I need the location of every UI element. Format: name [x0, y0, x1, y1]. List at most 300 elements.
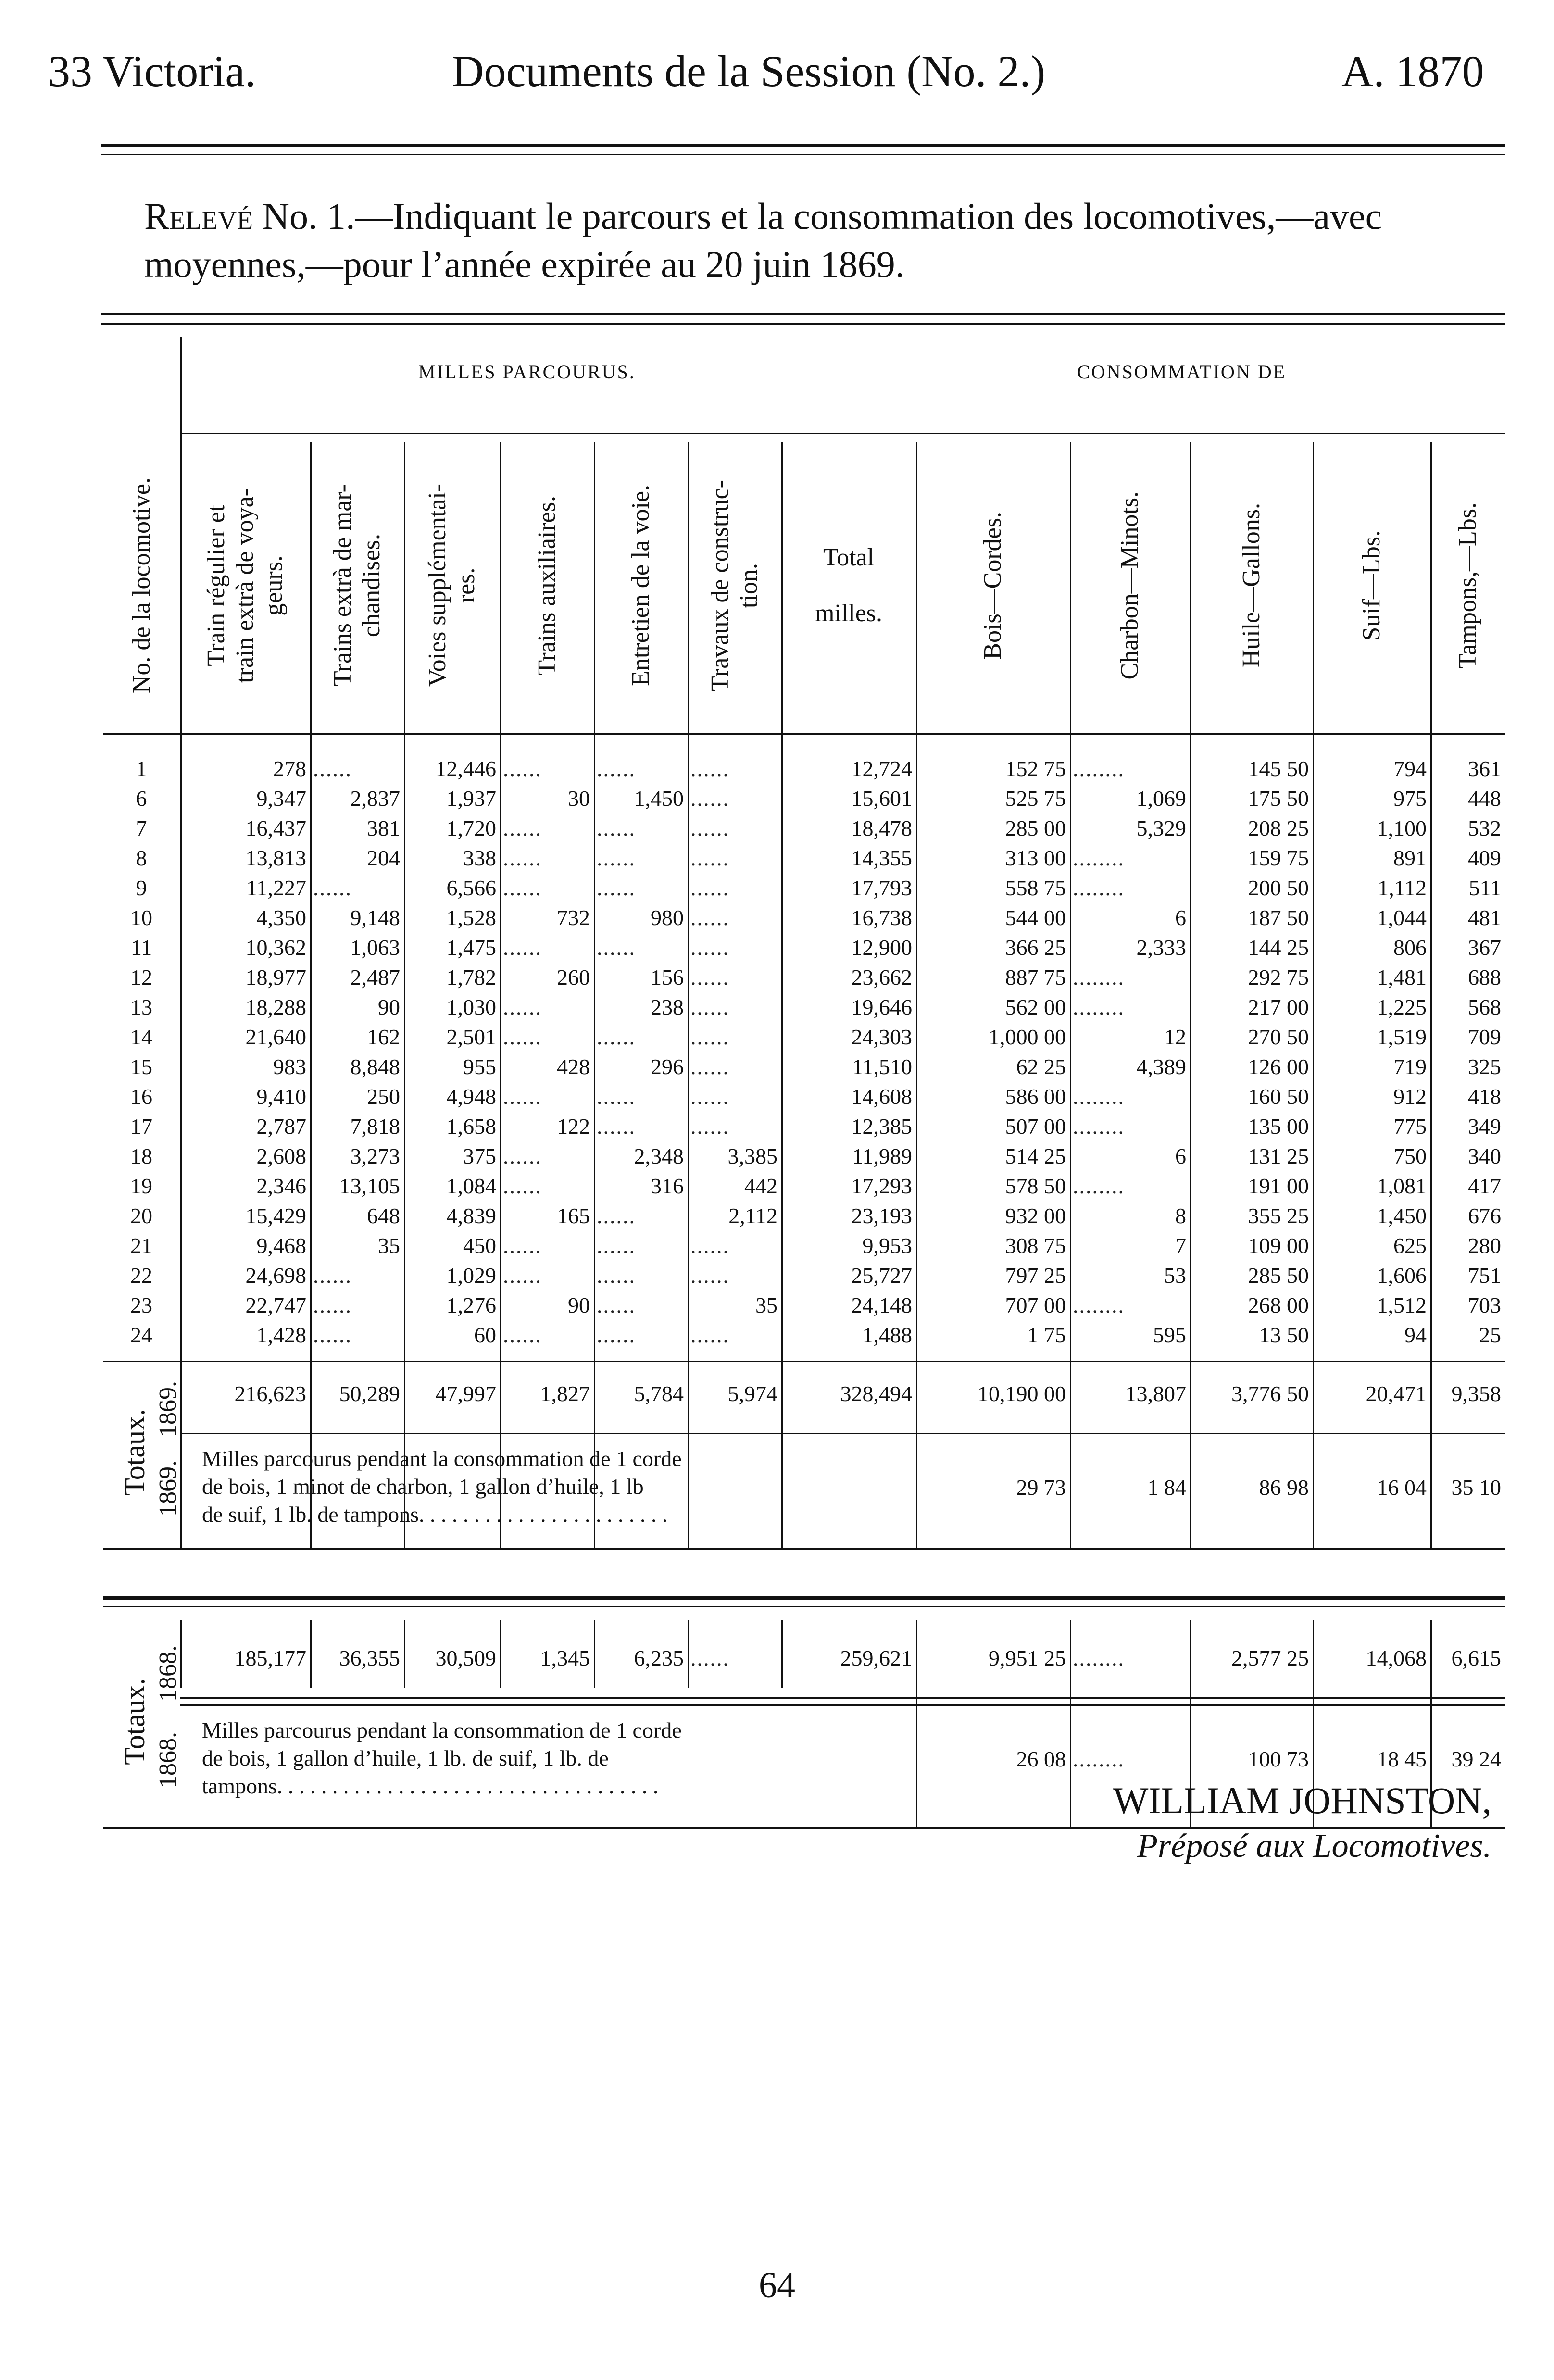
cell-ent: 1,450: [634, 786, 684, 811]
cell-total: 14,608: [851, 1084, 912, 1109]
cell-ent: 156: [651, 965, 684, 990]
cell-reg: 24,698: [245, 1263, 306, 1288]
cell-bois: 514 25: [1005, 1144, 1066, 1168]
cell-tampons: 409: [1468, 846, 1501, 870]
block-1869-bottom-rule: [103, 1548, 1505, 1550]
page-number: 64: [759, 2265, 795, 2305]
cell-trav: ......: [690, 995, 729, 1019]
cell-charbon: 1,069: [1136, 786, 1186, 811]
cell-ent: 980: [651, 905, 684, 930]
cell-trav: ......: [690, 935, 729, 960]
cell-no: 1: [136, 756, 147, 781]
totals-1869-rule: [180, 1433, 1505, 1434]
cell-aux: ......: [503, 1025, 542, 1049]
cell-voies: 60: [474, 1323, 496, 1347]
total-1869-suif: 20,471: [1366, 1381, 1427, 1406]
moyenne-1869-tampons: 35 10: [1451, 1475, 1501, 1500]
cell-bois: 525 75: [1005, 786, 1066, 811]
cell-ent: 296: [651, 1054, 684, 1079]
section-milles-parcourus: MILLES PARCOURUS.: [418, 361, 636, 383]
column-header-no-text: No. de la locomotive.: [128, 477, 155, 694]
cell-total: 24,303: [851, 1025, 912, 1049]
column-divider-1868: [594, 1620, 595, 1688]
cell-extra: 648: [367, 1203, 400, 1228]
column-header-ent-text: Entretien de la voie.: [627, 485, 654, 686]
cell-suif: 1,100: [1377, 816, 1427, 840]
cell-voies: 1,658: [446, 1114, 496, 1139]
column-header-reg: [180, 447, 310, 724]
cell-total: 12,724: [851, 756, 912, 781]
signature-title: Préposé aux Locomotives.: [1137, 1828, 1491, 1865]
cell-charbon: ........: [1073, 1174, 1125, 1198]
total-1868-voies: 30,509: [435, 1646, 496, 1670]
cell-voies: 1,276: [446, 1293, 496, 1317]
cell-charbon: ........: [1073, 876, 1125, 900]
cell-aux: ......: [503, 1263, 542, 1288]
cell-aux: ......: [503, 1084, 542, 1109]
total-1868-aux: 1,345: [540, 1646, 590, 1670]
cell-no: 10: [130, 905, 152, 930]
cell-bois: 558 75: [1005, 876, 1066, 900]
column-header-aux-text: Trains auxiliaires.: [533, 495, 561, 676]
cell-ent: ......: [597, 1114, 636, 1139]
column-divider-1868: [404, 1620, 405, 1688]
year-1869-moyennes: [151, 1450, 185, 1527]
cell-no: 15: [130, 1054, 152, 1079]
cell-aux: 165: [557, 1203, 590, 1228]
cell-tampons: 751: [1468, 1263, 1501, 1288]
total-1868-charbon: ........: [1073, 1646, 1125, 1670]
cell-tampons: 448: [1468, 786, 1501, 811]
cell-huile: 268 00: [1248, 1293, 1309, 1317]
running-header-center: Documents de la Session (No. 2.): [452, 47, 1046, 96]
cell-huile: 135 00: [1248, 1114, 1309, 1139]
cell-total: 9,953: [862, 1233, 912, 1258]
cell-total: 19,646: [851, 995, 912, 1019]
total-1869-bois: 10,190 00: [978, 1381, 1066, 1406]
cell-tampons: 340: [1468, 1144, 1501, 1168]
cell-charbon: 7: [1175, 1233, 1186, 1258]
cell-voies: 12,446: [435, 756, 496, 781]
cell-no: 23: [130, 1293, 152, 1317]
cell-bois: 544 00: [1005, 905, 1066, 930]
header-bottom-rule: [103, 733, 1505, 735]
cell-total: 17,293: [851, 1174, 912, 1198]
total-1869-ent: 5,784: [634, 1381, 684, 1406]
cell-charbon: ........: [1073, 995, 1125, 1019]
cell-voies: 1,937: [446, 786, 496, 811]
cell-trav: ......: [690, 1233, 729, 1258]
cell-voies: 1,720: [446, 816, 496, 840]
total-1869-huile: 3,776 50: [1231, 1381, 1309, 1406]
body-bottom-rule: [103, 1361, 1505, 1362]
cell-ent: 2,348: [634, 1144, 684, 1168]
header-rule-thin: [101, 154, 1505, 155]
cell-ent: ......: [597, 1233, 636, 1258]
cell-reg: 18,977: [245, 965, 306, 990]
total-1869-total: 328,494: [840, 1381, 912, 1406]
cell-tampons: 361: [1468, 756, 1501, 781]
cell-reg: 13,813: [245, 846, 306, 870]
cell-total: 17,793: [851, 876, 912, 900]
year-1869-moyennes-text: 1869.: [154, 1460, 182, 1516]
cell-extra: 90: [378, 995, 400, 1019]
cell-bois: 308 75: [1005, 1233, 1066, 1258]
total-1869-trav: 5,974: [727, 1381, 777, 1406]
cell-no: 14: [130, 1025, 152, 1049]
cell-tampons: 532: [1468, 816, 1501, 840]
cell-bois: 152 75: [1005, 756, 1066, 781]
column-header-total: [781, 447, 916, 724]
cell-trav: ......: [690, 816, 729, 840]
cell-charbon: 6: [1175, 1144, 1186, 1168]
cell-aux: 732: [557, 905, 590, 930]
cell-bois: 586 00: [1005, 1084, 1066, 1109]
title-text: No. 1.—Indiquant le parcours et la consommation des locomotives,—avec moyennes,—pour l’année expirée au 20 juin 1869.: [144, 195, 1382, 285]
cell-trav: 3,385: [727, 1144, 777, 1168]
cell-huile: 109 00: [1248, 1233, 1309, 1258]
cell-suif: 1,512: [1377, 1293, 1427, 1317]
cell-extra: 9,148: [350, 905, 400, 930]
moyenne-1869-charbon: 1 84: [1147, 1475, 1186, 1500]
separator-rule-thin: [103, 1606, 1505, 1607]
cell-tampons: 568: [1468, 995, 1501, 1019]
table-top-rule-thin: [101, 323, 1505, 325]
cell-extra: 8,848: [350, 1054, 400, 1079]
cell-extra: ......: [313, 1323, 352, 1347]
cell-aux: ......: [503, 935, 542, 960]
moyenne-1869-huile: 86 98: [1259, 1475, 1309, 1500]
total-1869-reg: 216,623: [234, 1381, 306, 1406]
column-divider-1868: [310, 1620, 312, 1688]
column-divider-1868: [1070, 1620, 1071, 1827]
cell-reg: 2,787: [256, 1114, 306, 1139]
cell-reg: 16,437: [245, 816, 306, 840]
cell-charbon: 2,333: [1136, 935, 1186, 960]
cell-reg: 983: [273, 1054, 306, 1079]
cell-extra: 204: [367, 846, 400, 870]
cell-reg: 9,468: [256, 1233, 306, 1258]
cell-trav: ......: [690, 1114, 729, 1139]
column-header-charbon-text: Charbon—Minots.: [1116, 491, 1143, 680]
cell-total: 24,148: [851, 1293, 912, 1317]
total-1868-huile: 2,577 25: [1231, 1646, 1309, 1670]
cell-aux: 30: [568, 786, 590, 811]
totals-1868-rule-2: [180, 1704, 1505, 1706]
cell-bois: 1 75: [1027, 1323, 1066, 1347]
cell-voies: 1,528: [446, 905, 496, 930]
cell-charbon: ........: [1073, 965, 1125, 990]
cell-voies: 2,501: [446, 1025, 496, 1049]
cell-reg: 2,608: [256, 1144, 306, 1168]
cell-ent: ......: [597, 1025, 636, 1049]
total-1869-charbon: 13,807: [1125, 1381, 1186, 1406]
cell-aux: ......: [503, 756, 542, 781]
cell-tampons: 481: [1468, 905, 1501, 930]
cell-trav: ......: [690, 786, 729, 811]
cell-ent: ......: [597, 1293, 636, 1317]
cell-no: 12: [130, 965, 152, 990]
cell-huile: 126 00: [1248, 1054, 1309, 1079]
moyenne-1868-huile: 100 73: [1248, 1747, 1309, 1771]
cell-bois: 562 00: [1005, 995, 1066, 1019]
year-1869-totals: [151, 1375, 185, 1442]
cell-total: 12,385: [851, 1114, 912, 1139]
moyenne-1868-bois: 26 08: [1016, 1747, 1066, 1771]
running-header-left: 33 Victoria.: [48, 47, 256, 96]
header-subrule: [180, 433, 1505, 434]
column-header-extra: [310, 447, 404, 724]
cell-total: 25,727: [851, 1263, 912, 1288]
total-1869-voies: 47,997: [435, 1381, 496, 1406]
cell-total: 15,601: [851, 786, 912, 811]
column-header-bois-text: Bois—Cordes.: [979, 511, 1006, 660]
cell-total: 11,989: [852, 1144, 912, 1168]
cell-huile: 187 50: [1248, 905, 1309, 930]
total-1868-reg: 185,177: [234, 1646, 306, 1670]
cell-trav: 442: [744, 1174, 777, 1198]
total-1868-extra: 36,355: [339, 1646, 400, 1670]
cell-voies: 1,475: [446, 935, 496, 960]
cell-no: 8: [136, 846, 147, 870]
cell-total: 23,193: [851, 1203, 912, 1228]
cell-charbon: ........: [1073, 1293, 1125, 1317]
cell-charbon: 5,329: [1136, 816, 1186, 840]
title-smallcaps: Relevé: [144, 195, 253, 237]
year-1869-totals-text: 1869.: [154, 1380, 182, 1437]
cell-reg: 22,747: [245, 1293, 306, 1317]
cell-aux: 260: [557, 965, 590, 990]
running-header-right: A. 1870: [1341, 47, 1484, 96]
cell-aux: 428: [557, 1054, 590, 1079]
cell-aux: ......: [503, 1323, 542, 1347]
cell-trav: 35: [755, 1293, 777, 1317]
column-header-charbon: [1070, 447, 1190, 724]
cell-charbon: 6: [1175, 905, 1186, 930]
cell-trav: ......: [690, 1025, 729, 1049]
totaux-1869-label: Totaux.: [119, 1408, 150, 1496]
cell-ent: ......: [597, 1203, 636, 1228]
column-header-trav-text: Travaux de construc- tion.: [706, 479, 763, 691]
moyenne-1868-charbon: ........: [1073, 1747, 1125, 1771]
cell-no: 17: [130, 1114, 152, 1139]
cell-suif: 1,044: [1377, 905, 1427, 930]
cell-bois: 887 75: [1005, 965, 1066, 990]
cell-huile: 270 50: [1248, 1025, 1309, 1049]
cell-voies: 375: [463, 1144, 496, 1168]
cell-suif: 891: [1393, 846, 1427, 870]
cell-huile: 145 50: [1248, 756, 1309, 781]
column-header-total-text: Total milles.: [815, 543, 883, 627]
cell-total: 1,488: [862, 1323, 912, 1347]
cell-bois: 1,000 00: [989, 1025, 1066, 1049]
cell-charbon: 53: [1164, 1263, 1186, 1288]
cell-aux: ......: [503, 1174, 542, 1198]
column-header-tampons-text: Tampons,—Lbs.: [1454, 502, 1481, 669]
cell-huile: 355 25: [1248, 1203, 1309, 1228]
cell-charbon: ........: [1073, 1114, 1125, 1139]
cell-extra: 35: [378, 1233, 400, 1258]
cell-suif: 1,450: [1377, 1203, 1427, 1228]
cell-bois: 62 25: [1016, 1054, 1066, 1079]
year-1868-totals: [151, 1640, 185, 1707]
cell-bois: 797 25: [1005, 1263, 1066, 1288]
cell-no: 20: [130, 1203, 152, 1228]
cell-voies: 1,029: [446, 1263, 496, 1288]
cell-ent: ......: [597, 816, 636, 840]
cell-suif: 975: [1393, 786, 1427, 811]
cell-extra: 381: [367, 816, 400, 840]
cell-aux: 122: [557, 1114, 590, 1139]
cell-ent: 238: [651, 995, 684, 1019]
column-header-voies: [404, 447, 500, 724]
cell-charbon: 8: [1175, 1203, 1186, 1228]
column-header-extra-text: Trains extrà de mar- chandises.: [328, 484, 385, 687]
cell-no: 18: [130, 1144, 152, 1168]
cell-extra: ......: [313, 756, 352, 781]
cell-suif: 794: [1393, 756, 1427, 781]
cell-aux: ......: [503, 816, 542, 840]
cell-reg: 1,428: [256, 1323, 306, 1347]
cell-tampons: 688: [1468, 965, 1501, 990]
column-header-tampons: [1430, 447, 1505, 724]
cell-reg: 4,350: [256, 905, 306, 930]
cell-suif: 750: [1393, 1144, 1427, 1168]
cell-aux: ......: [503, 1233, 542, 1258]
cell-bois: 578 50: [1005, 1174, 1066, 1198]
cell-ent: 316: [651, 1174, 684, 1198]
cell-suif: 775: [1393, 1114, 1427, 1139]
column-header-huile-text: Huile—Gallons.: [1237, 503, 1265, 668]
cell-voies: 6,566: [446, 876, 496, 900]
year-1868-totals-text: 1868.: [154, 1645, 182, 1702]
cell-charbon: 12: [1164, 1025, 1186, 1049]
cell-voies: 338: [463, 846, 496, 870]
year-1868-moyennes: [151, 1721, 185, 1798]
cell-bois: 313 00: [1005, 846, 1066, 870]
cell-tampons: 417: [1468, 1174, 1501, 1198]
cell-suif: 1,519: [1377, 1025, 1427, 1049]
cell-tampons: 367: [1468, 935, 1501, 960]
cell-no: 9: [136, 876, 147, 900]
cell-tampons: 25: [1479, 1323, 1501, 1347]
cell-reg: 9,347: [256, 786, 306, 811]
cell-extra: 250: [367, 1084, 400, 1109]
cell-ent: ......: [597, 876, 636, 900]
cell-huile: 13 50: [1259, 1323, 1309, 1347]
moyenne-1868-tampons: 39 24: [1451, 1747, 1501, 1771]
total-1869-tampons: 9,358: [1451, 1381, 1501, 1406]
cell-aux: ......: [503, 1144, 542, 1168]
cell-suif: 1,081: [1377, 1174, 1427, 1198]
cell-suif: 94: [1404, 1323, 1427, 1347]
cell-total: 11,510: [852, 1054, 912, 1079]
cell-reg: 21,640: [245, 1025, 306, 1049]
column-header-huile: [1190, 447, 1313, 724]
cell-no: 11: [130, 935, 152, 960]
cell-extra: 162: [367, 1025, 400, 1049]
moyennes-1869-text: Milles parcourus pendant la consommation de 1 corde de bois, 1 minot de charbon, 1 gallon d’huile, 1 lb de suif, 1 lb. de tampons. . . . . . . . . . . . . . . . . . . . . . .: [202, 1446, 682, 1527]
total-1869-aux: 1,827: [540, 1381, 590, 1406]
cell-charbon: ........: [1073, 1084, 1125, 1109]
total-1868-trav: ......: [690, 1646, 729, 1670]
total-1868-suif: 14,068: [1366, 1646, 1427, 1670]
cell-trav: ......: [690, 846, 729, 870]
cell-tampons: 511: [1468, 876, 1501, 900]
cell-trav: 2,112: [728, 1203, 777, 1228]
cell-no: 21: [130, 1233, 152, 1258]
cell-voies: 4,948: [446, 1084, 496, 1109]
column-header-no: [103, 447, 180, 724]
total-1868-bois: 9,951 25: [989, 1646, 1066, 1670]
cell-reg: 11,227: [246, 876, 306, 900]
cell-suif: 719: [1393, 1054, 1427, 1079]
cell-charbon: ........: [1073, 756, 1125, 781]
column-divider-1868: [781, 1620, 783, 1688]
total-1868-tampons: 6,615: [1451, 1646, 1501, 1670]
cell-ent: ......: [597, 846, 636, 870]
cell-suif: 1,112: [1378, 876, 1427, 900]
cell-charbon: 4,389: [1136, 1054, 1186, 1079]
cell-suif: 1,606: [1377, 1263, 1427, 1288]
column-divider-1868: [916, 1620, 917, 1827]
cell-extra: ......: [313, 1293, 352, 1317]
total-1869-extra: 50,289: [339, 1381, 400, 1406]
cell-bois: 366 25: [1005, 935, 1066, 960]
section-consommation: CONSOMMATION DE: [1077, 361, 1287, 383]
cell-no: 6: [136, 786, 147, 811]
cell-ent: ......: [597, 1084, 636, 1109]
cell-trav: ......: [690, 1263, 729, 1288]
cell-tampons: 676: [1468, 1203, 1501, 1228]
cell-tampons: 418: [1468, 1084, 1501, 1109]
cell-no: 7: [136, 816, 147, 840]
totaux-1868-label: Totaux.: [119, 1678, 150, 1765]
cell-ent: ......: [597, 756, 636, 781]
cell-huile: 144 25: [1248, 935, 1309, 960]
cell-total: 23,662: [851, 965, 912, 990]
cell-suif: 1,225: [1377, 995, 1427, 1019]
total-1868-ent: 6,235: [634, 1646, 684, 1670]
cell-ent: ......: [597, 935, 636, 960]
cell-trav: ......: [690, 905, 729, 930]
column-header-trav: [688, 447, 781, 724]
cell-voies: 1,084: [446, 1174, 496, 1198]
cell-trav: ......: [690, 1054, 729, 1079]
cell-reg: 278: [273, 756, 306, 781]
cell-tampons: 349: [1468, 1114, 1501, 1139]
cell-suif: 625: [1393, 1233, 1427, 1258]
cell-ent: ......: [597, 1323, 636, 1347]
signature-name: WILLIAM JOHNSTON,: [1113, 1779, 1491, 1821]
cell-aux: ......: [503, 846, 542, 870]
cell-extra: 1,063: [350, 935, 400, 960]
cell-huile: 159 75: [1248, 846, 1309, 870]
total-1868-total: 259,621: [840, 1646, 912, 1670]
cell-huile: 285 50: [1248, 1263, 1309, 1288]
cell-trav: ......: [690, 1084, 729, 1109]
cell-no: 16: [130, 1084, 152, 1109]
cell-charbon: ........: [1073, 846, 1125, 870]
table-top-rule: [101, 313, 1505, 315]
cell-extra: 2,837: [350, 786, 400, 811]
cell-no: 22: [130, 1263, 152, 1288]
cell-aux: ......: [503, 995, 542, 1019]
cell-aux: ......: [503, 876, 542, 900]
cell-huile: 191 00: [1248, 1174, 1309, 1198]
cell-total: 16,738: [851, 905, 912, 930]
moyenne-1869-suif: 16 04: [1377, 1475, 1427, 1500]
